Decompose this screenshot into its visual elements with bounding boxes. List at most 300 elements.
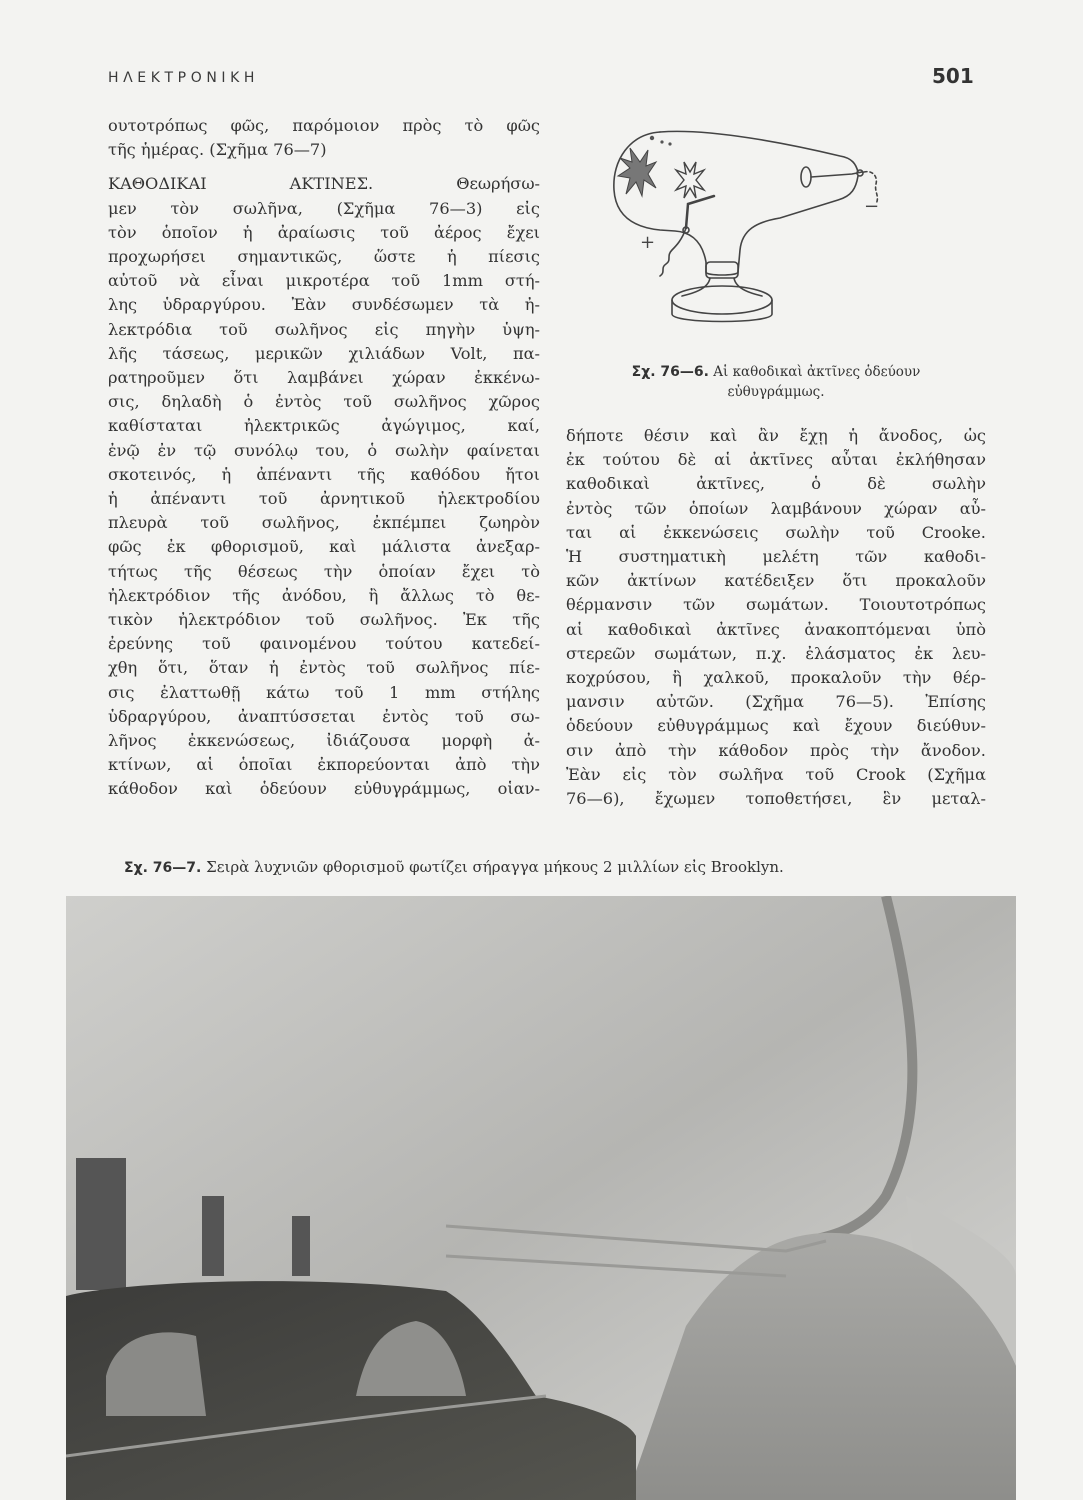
word: ἔχωμεν <box>654 789 716 809</box>
word: ἄνοδον. <box>920 740 986 760</box>
word: καί, <box>507 416 540 436</box>
text-line <box>108 414 540 438</box>
word: τούτου <box>602 450 660 470</box>
word: τικὸν <box>108 610 154 630</box>
word: κῶν <box>566 571 600 591</box>
word: ἀκτῖνες, <box>696 474 766 494</box>
word: 1mm <box>441 271 483 291</box>
caption-text-cont: εὐθυγράμμως. <box>727 384 825 400</box>
text-line <box>566 448 986 472</box>
word: 1 <box>389 682 400 702</box>
word: ζωηρὸν <box>479 513 540 533</box>
word: ἠλεκτρόδιον <box>178 610 281 630</box>
word: τοῦ <box>380 222 409 242</box>
word: μανσιν <box>566 692 625 712</box>
word: τοῦ <box>200 513 229 533</box>
word: ἐκπορεύονται <box>317 755 431 775</box>
word: πίε- <box>509 658 540 678</box>
word: τῶν <box>855 547 888 567</box>
word: αὖ- <box>959 498 986 518</box>
text-line <box>566 545 986 569</box>
base-neck <box>706 272 738 275</box>
text-line <box>566 593 986 617</box>
word: ἀπέναντι <box>150 489 227 509</box>
word: στήλης <box>481 682 540 702</box>
word: σωλὴν <box>785 522 840 542</box>
word: 76—6), <box>566 789 625 809</box>
word: κατέδειξεν <box>724 571 815 591</box>
word: ἐντὸς <box>382 706 429 726</box>
word: σω- <box>510 706 540 726</box>
word: ὑδραργύρου, <box>108 706 212 726</box>
text-line <box>566 521 986 545</box>
text-line <box>108 608 540 632</box>
caption-text: Αἱ καθοδικαὶ ἀκτῖνες ὁδεύουν <box>713 364 921 380</box>
word: ἢ <box>672 668 682 688</box>
word: ὁδεύουν <box>259 779 327 799</box>
word: ἐκλήθησαν <box>895 450 986 470</box>
word: μάλιστα <box>381 537 451 557</box>
word: ἀκτῖνες <box>716 619 780 639</box>
word: πρὸς <box>402 116 442 135</box>
word: ἰδιάζουσα <box>326 731 411 751</box>
caption-label: Σχ. 76—7. <box>124 860 202 876</box>
word: καθοδικαὶ <box>566 474 651 494</box>
word: σις <box>108 682 135 702</box>
word: εἰς <box>374 319 399 339</box>
word: ἠ- <box>524 295 540 315</box>
word: λαμβάνουν <box>770 498 862 518</box>
minus-label: − <box>864 196 880 217</box>
word: ἢ <box>368 585 379 605</box>
text-line <box>108 366 540 390</box>
word: τὸ <box>464 116 484 135</box>
word: ΚΑΘΟΔΙΚΑΙ <box>108 174 207 194</box>
text-line <box>566 690 986 714</box>
word: Ἐπίσης <box>925 692 986 712</box>
word: ἡ <box>221 464 232 484</box>
word: πρὸς <box>809 740 849 760</box>
text-line <box>566 472 986 496</box>
word: φαίνεται <box>466 440 540 460</box>
base-stem <box>682 278 762 296</box>
word: ἀραίωσις <box>277 222 356 242</box>
text-line <box>108 245 540 269</box>
text-line <box>108 390 540 414</box>
word: συνδέσωμεν <box>351 295 454 315</box>
word: ἐκπέμπει <box>372 513 447 533</box>
word: σωλῆνος <box>415 658 489 678</box>
caption-label: Σχ. 76—6. <box>631 364 709 380</box>
word: 76—3) <box>429 198 483 218</box>
word: κάθοδον <box>718 740 789 760</box>
right-column <box>566 424 986 811</box>
word: τοῦ <box>305 610 335 630</box>
word: σωλῆνος, <box>261 513 340 533</box>
word: συστηματικὴ <box>618 547 726 567</box>
word: αἱ <box>619 522 637 542</box>
word: σωλὴν <box>931 474 986 494</box>
word: ἐκ <box>566 450 585 470</box>
word: ΑΚΤΙΝΕΣ. <box>289 174 374 194</box>
word: (Σχῆμα <box>336 198 396 218</box>
word: 76—5). <box>835 692 894 712</box>
word: τὴν <box>668 740 697 760</box>
word: ἀκτῖνες <box>749 450 814 470</box>
word: σις, <box>108 392 140 412</box>
word: τὰ <box>479 295 500 315</box>
text-line <box>108 681 540 705</box>
text-line <box>108 342 540 366</box>
text-line <box>566 642 986 666</box>
word: ὁποίων <box>688 498 749 518</box>
text-line <box>108 197 540 221</box>
text-line <box>566 666 986 690</box>
word: αἱ <box>196 755 214 775</box>
word: τὴν <box>511 755 540 775</box>
word: τῆς <box>232 585 260 605</box>
cathode-rod <box>811 172 862 177</box>
word: χώραν <box>884 498 938 518</box>
word: ἐκκενώσεις <box>663 522 759 542</box>
word: ὁ <box>811 474 822 494</box>
word: τοῦ <box>202 634 231 654</box>
word: ται <box>566 522 593 542</box>
text-line: τῆς ἡμέρας. (Σχῆμα 76—7) <box>108 140 327 160</box>
word: τῆς <box>357 464 386 484</box>
word: χώραν <box>392 368 446 388</box>
text-line <box>108 777 540 801</box>
word: σκοτεινός, <box>108 464 197 484</box>
word: ἀρνητικοῦ <box>320 489 405 509</box>
tube-top <box>660 131 858 172</box>
word: του, <box>315 440 350 460</box>
word: ἐκ <box>914 643 934 663</box>
word: ἐλαττωθῇ <box>160 682 241 702</box>
word: mm <box>424 682 456 702</box>
word: δήποτε <box>566 426 624 445</box>
word: π.χ. <box>755 643 787 663</box>
word: θε- <box>516 585 540 605</box>
word: καὶ <box>329 537 357 557</box>
caption-text: Σειρὰ λυχνιῶν φθορισμοῦ φωτίζει σήραγγα μήκους 2 μιλλίων εἰς Brooklyn. <box>206 858 784 876</box>
word: ἔχει <box>461 561 496 581</box>
word: ἀπὸ <box>455 755 487 775</box>
word: θέρμανσιν <box>566 595 653 615</box>
word: μικροτέρα <box>285 271 370 291</box>
word: αὐτοῦ <box>108 271 158 291</box>
word: ἤτοι <box>505 464 540 484</box>
word: προκαλοῦν <box>895 571 986 591</box>
word: Θεωρήσω- <box>456 174 540 194</box>
word: ἀγώγιμος, <box>381 416 466 436</box>
word: σιν <box>566 740 594 760</box>
word: τὴν <box>902 668 932 688</box>
word: μεταλ- <box>931 789 986 809</box>
word: προχωρήσει <box>108 247 206 267</box>
word: ἄνοδος, <box>878 426 943 445</box>
text-line <box>108 584 540 608</box>
word: ἡ <box>848 426 859 445</box>
word: τὴν <box>323 561 353 581</box>
word: συνόλῳ <box>234 440 298 460</box>
word: τούτου <box>385 634 443 654</box>
word: ἀνεξαρ- <box>476 537 540 557</box>
word: εὐθυγράμμως <box>657 716 769 736</box>
word: στή- <box>504 271 540 291</box>
word: ἀπέναντι <box>256 464 333 484</box>
cathode-disc <box>801 167 811 187</box>
word: ἡ <box>242 222 253 242</box>
word: τῆς <box>184 561 212 581</box>
word: ὅτι <box>842 571 868 591</box>
text-line <box>566 424 986 448</box>
text-line <box>108 511 540 535</box>
word: λεκτρόδια <box>108 319 193 339</box>
word: καθόδου <box>410 464 481 484</box>
word: στερεῶν <box>566 643 636 663</box>
word: σωμάτων, <box>654 643 737 663</box>
word: τοῦ <box>866 522 895 542</box>
word: αἱ <box>566 619 584 639</box>
word: σωλῆνος <box>274 319 348 339</box>
word: θέσεως <box>237 561 298 581</box>
text-line <box>108 729 540 753</box>
word: ἀνακοπτόμεναι <box>804 619 932 639</box>
word: τῷ <box>193 440 217 460</box>
text-line <box>108 560 540 584</box>
word: ἡ <box>446 247 457 267</box>
word: ἐκκένω- <box>474 368 540 388</box>
word: προκαλοῦν <box>790 668 882 688</box>
word: τὸ <box>521 561 540 581</box>
word: Τοιουτοτρόπως <box>859 595 986 615</box>
word: σωλῆνα <box>718 764 784 784</box>
word: ὁδεύουν <box>566 716 634 736</box>
text-line <box>108 318 540 342</box>
word: κοχρύσου, <box>566 668 651 688</box>
word: κάθοδον <box>108 779 178 799</box>
text-line <box>108 753 540 777</box>
word: ὁ <box>243 392 254 412</box>
text-line <box>566 497 986 521</box>
word: πηγὴν <box>425 319 476 339</box>
word: Crooke. <box>921 522 986 542</box>
text-line <box>566 787 986 811</box>
cross-shadow <box>618 148 656 196</box>
word: ὡς <box>963 426 986 445</box>
word: ὁποῖον <box>161 222 218 242</box>
word: αὗται <box>830 450 878 470</box>
word: χθη <box>108 658 138 678</box>
tunnel-photo-illustration <box>66 896 1016 1500</box>
word: ἓν <box>882 789 902 809</box>
word: σωλῆνος <box>393 392 467 412</box>
word: νὰ <box>179 271 200 291</box>
word: πα- <box>512 343 540 363</box>
word: ὑδραργύρου. <box>162 295 266 315</box>
word: ἐκκενώσεως, <box>187 731 296 751</box>
word: Ἡ <box>566 547 583 567</box>
word: μεν <box>108 198 137 218</box>
word: τῶν <box>683 595 716 615</box>
text-line <box>108 221 540 245</box>
word: ἡ <box>268 658 279 678</box>
word: τοῦ <box>343 392 372 412</box>
word: σωλῆνος. <box>359 610 438 630</box>
anode-arm <box>686 196 714 228</box>
word: Ἐκ <box>463 610 487 630</box>
word: ἐλάσματος <box>805 643 896 663</box>
word: δὲ <box>677 450 697 470</box>
word: ἔχει <box>506 222 540 242</box>
text-line <box>108 632 540 656</box>
plus-label: + <box>640 232 656 253</box>
word: ἠλεκτρικῶς <box>244 416 340 436</box>
word: αὐτῶν. <box>655 692 714 712</box>
word: τοποθετήσει, <box>745 789 853 809</box>
text-line <box>566 618 986 642</box>
text-line <box>566 569 986 593</box>
word: θέρ- <box>952 668 986 688</box>
word: καὶ <box>709 426 738 445</box>
word: διεύθυν- <box>916 716 986 736</box>
maltese-cross-icon <box>676 162 704 198</box>
word: τὸ <box>475 585 495 605</box>
tube-bottom <box>738 176 858 272</box>
word: τοῦ <box>805 764 835 784</box>
word: ἂν <box>758 426 779 445</box>
word: ἐντὸς <box>299 658 346 678</box>
word: ἔχουν <box>844 716 893 736</box>
word: τῆς <box>512 610 540 630</box>
word: καὶ <box>205 779 233 799</box>
word: σωμάτων. <box>745 595 829 615</box>
word: κατεδεί- <box>471 634 540 654</box>
word: ὅτι, <box>157 658 189 678</box>
crookes-tube-diagram <box>590 100 970 350</box>
word: οἱαν- <box>497 779 540 799</box>
word: εἰς <box>516 198 540 218</box>
text-line <box>108 705 540 729</box>
word: μορφὴ <box>441 731 493 751</box>
text-line <box>108 487 540 511</box>
word: τοῦ <box>455 706 484 726</box>
text-line <box>108 439 540 463</box>
word: (Σχῆμα <box>745 692 804 712</box>
word: τὸν <box>170 198 200 218</box>
word: σημαντικῶς, <box>237 247 343 267</box>
word: Ἐὰν <box>291 295 327 315</box>
word: ὅτι <box>233 368 259 388</box>
word: φῶς, <box>230 116 270 135</box>
word: τοῦ <box>219 319 248 339</box>
word: ἀέρος <box>433 222 482 242</box>
word: ἀνόδου, <box>281 585 347 605</box>
word: παρόμοιον <box>292 116 380 135</box>
word: καθίσταται <box>108 416 203 436</box>
word: δηλαδὴ <box>161 392 222 412</box>
word: ὁποῖαι <box>238 755 293 775</box>
word: τῶν <box>634 498 667 518</box>
word: εἰς <box>622 764 647 784</box>
text-line <box>108 114 540 138</box>
word: ὁ <box>367 440 378 460</box>
word: μερικῶν <box>254 343 323 363</box>
word: ἡ <box>108 489 118 509</box>
word: τοῦ <box>366 658 395 678</box>
text-line <box>108 269 540 293</box>
text-line <box>566 739 986 763</box>
word: ἄλλως <box>400 585 454 605</box>
word: Ἐὰν <box>566 764 601 784</box>
word: τὴν <box>870 740 900 760</box>
word: ἐντὸς <box>275 392 322 412</box>
word: ουτοτρόπως <box>108 116 208 135</box>
word: ἐκ <box>166 537 186 557</box>
word: θέσιν <box>643 426 690 445</box>
word: τοῦ <box>334 682 364 702</box>
word: ἐνῷ <box>108 440 140 460</box>
word: ἐρεύνης <box>108 634 174 654</box>
figure-caption-76-7 <box>124 858 984 876</box>
word: ὑψη- <box>502 319 540 339</box>
word: πίεσις <box>488 247 540 267</box>
word: φθορισμοῦ, <box>210 537 304 557</box>
word: καθοδικαὶ <box>607 619 692 639</box>
word: ἔχῃ <box>799 426 828 445</box>
word: ἀναπτύσσεται <box>237 706 356 726</box>
word: σωλὴν <box>394 440 450 460</box>
page-number: 501 <box>932 64 974 88</box>
word: λῆς <box>108 343 138 363</box>
word: ὥστε <box>373 247 416 267</box>
word: τὸν <box>108 222 137 242</box>
word: χαλκοῦ, <box>703 668 770 688</box>
word: λῆνος <box>108 731 157 751</box>
word: φαινομένου <box>259 634 357 654</box>
word: χιλιάδων <box>348 343 425 363</box>
tunnel-photo <box>66 896 1016 1500</box>
word: τάσεως, <box>162 343 230 363</box>
text-line <box>108 535 540 559</box>
word: ἠλεκτροδίου <box>437 489 540 509</box>
word: καὶ <box>792 716 821 736</box>
word: ὅταν <box>208 658 249 678</box>
base-top <box>672 286 772 314</box>
left-column <box>108 114 540 802</box>
running-header: ΗΛΕΚΤΡΟΝΙΚΗ <box>108 70 260 86</box>
word: πλευρὰ <box>108 513 168 533</box>
anode-wire <box>660 228 686 276</box>
word: τὸν <box>668 764 697 784</box>
word: εὐθυγράμμως, <box>354 779 471 799</box>
word: Crook <box>855 764 906 784</box>
word: τοῦ <box>391 271 421 291</box>
word: κάτω <box>266 682 310 702</box>
word: λευ- <box>951 643 986 663</box>
word: ρατηροῦμεν <box>108 368 205 388</box>
word: ἠλεκτρόδιον <box>108 585 211 605</box>
word: εἶναι <box>221 271 264 291</box>
text-line <box>108 293 540 317</box>
word: ἐντὸς <box>566 498 613 518</box>
word: καθοδι- <box>923 547 986 567</box>
word: ἀπὸ <box>615 740 647 760</box>
word: δὲ <box>867 474 886 494</box>
text-line <box>566 714 986 738</box>
word: τήτως <box>108 561 158 581</box>
